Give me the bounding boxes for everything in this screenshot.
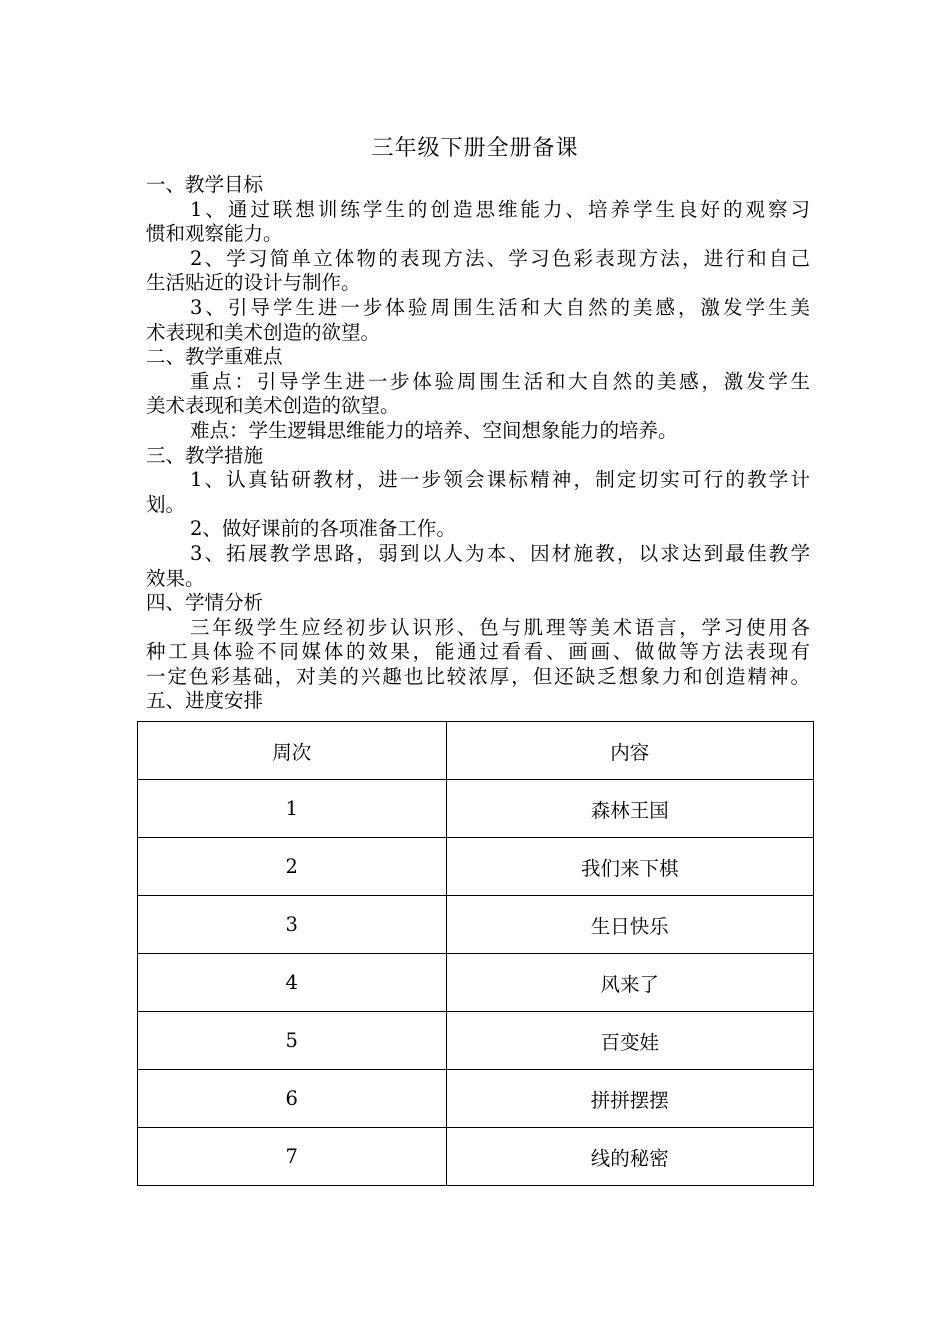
table-header-content: 内容	[446, 722, 813, 780]
goals-line: 2、学习简单立体物的表现方法、学习色彩表现方法，进行和自己	[190, 246, 810, 270]
section-heading-goals: 一、教学目标	[146, 173, 264, 196]
schedule-table	[137, 721, 814, 1186]
table-row	[138, 1070, 814, 1128]
document-title: 三年级下册全册备课	[371, 136, 579, 161]
measures-line: 2、做好课前的各项准备工作。	[190, 517, 456, 541]
table-row	[138, 838, 814, 896]
goals-line: 术表现和美术创造的欲望。	[146, 320, 381, 344]
table-cell-week: 2	[138, 838, 447, 896]
focus-line: 难点：学生逻辑思维能力的培养、空间想象能力的培养。	[190, 418, 678, 442]
table-cell-week: 3	[138, 896, 447, 954]
analysis-line: 三年级学生应经初步认识形、色与肌理等美术语言，学习使用各	[190, 615, 810, 639]
table-row	[138, 896, 814, 954]
section-heading-schedule: 五、进度安排	[146, 689, 264, 713]
table-cell-content: 百变娃	[446, 1012, 813, 1070]
table-header-row	[138, 722, 814, 780]
table-cell-week: 7	[138, 1128, 447, 1186]
table-row	[138, 780, 814, 838]
table-cell-week: 5	[138, 1012, 447, 1070]
table-row	[138, 954, 814, 1012]
document-body	[146, 173, 810, 714]
table-cell-content: 生日快乐	[446, 896, 813, 954]
focus-line: 美术表现和美术创造的欲望。	[146, 394, 400, 418]
measures-line: 划。	[146, 492, 186, 516]
table-cell-content: 线的秘密	[446, 1128, 813, 1186]
measures-line: 效果。	[146, 566, 205, 590]
table-cell-content: 森林王国	[446, 780, 813, 838]
goals-line: 生活贴近的设计与制作。	[146, 271, 361, 295]
table-header-week: 周次	[138, 722, 447, 780]
measures-line: 3、拓展教学思路，弱到以人为本、因材施教，以求达到最佳教学	[190, 541, 810, 565]
table-cell-content: 我们来下棋	[446, 838, 813, 896]
analysis-line: 一定色彩基础，对美的兴趣也比较浓厚，但还缺乏想象力和创造精神。	[146, 664, 810, 688]
section-heading-measures: 三、教学措施	[146, 443, 264, 467]
analysis-line: 种工具体验不同媒体的效果，能通过看看、画画、做做等方法表现有	[146, 640, 810, 664]
goals-line: 1、通过联想训练学生的创造思维能力、培养学生良好的观察习	[190, 197, 810, 221]
section-heading-analysis: 四、学情分析	[146, 591, 264, 615]
table-cell-content: 拼拼摆摆	[446, 1070, 813, 1128]
table-cell-week: 4	[138, 954, 447, 1012]
goals-line: 3、引导学生进一步体验周围生活和大自然的美感，激发学生美	[190, 295, 810, 319]
table-cell-week: 6	[138, 1070, 447, 1128]
focus-line: 重点：引导学生进一步体验周围生活和大自然的美感，激发学生	[190, 369, 810, 393]
table-cell-week: 1	[138, 780, 447, 838]
table-row	[138, 1012, 814, 1070]
table-row	[138, 1128, 814, 1186]
measures-line: 1、认真钻研教材，进一步领会课标精神，制定切实可行的教学计	[190, 468, 810, 492]
section-heading-focus: 二、教学重难点	[146, 345, 283, 369]
goals-line: 惯和观察能力。	[146, 222, 283, 246]
table-cell-content: 风来了	[446, 954, 813, 1012]
